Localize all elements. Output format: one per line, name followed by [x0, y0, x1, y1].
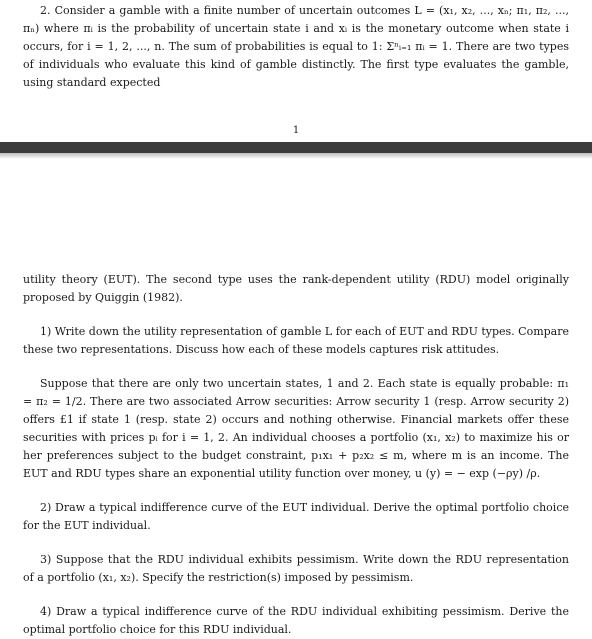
page-break-bar: [0, 142, 592, 153]
question-2-2: 2) Draw a typical indifference curve of the EUT individual. Derive the optimal portfolio choice for the EUT individual.: [23, 501, 569, 532]
question-2-1: 1) Write down the utility representation of gamble L for each of EUT and RDU types. Compare these two representations. Discuss how each of these models captures risk attitudes.: [23, 325, 569, 356]
page-break-shadow: [0, 153, 592, 159]
question-2-4: 4) Draw a typical indifference curve of the RDU individual exhibiting pessimism. Derive the optimal portfolio choice for this RDU individual.: [23, 605, 569, 636]
question-2-3: 3) Suppose that the RDU individual exhibits pessimism. Write down the RDU representation of a portfolio (x₁, x₂). Specify the restriction(s) imposed by pessimism.: [23, 553, 569, 584]
setup-paragraph: Suppose that there are only two uncertain states, 1 and 2. Each state is equally probable: π₁ = π₂ = 1/2. There are two associated Arrow securities: Arrow security 1 (resp. Arrow security 2) offers £1 if state 1 (resp. state 2) occurs and nothing otherwise. Financial markets offer these securities with prices pᵢ for i = 1, 2. An individual chooses a portfolio (x₁, x₂) to maximize his or her preferences subject to the budget constraint, p₁x₁ + p₂x₂ ≤ m, where m is an income. The EUT and RDU types share an exponential utility function over money, u (y) = − exp (−ρy) /ρ.: [23, 377, 569, 480]
page-2-top: [0, 271, 592, 639]
question-2-intro: 2. Consider a gamble with a finite number of uncertain outcomes L = (x₁, x₂, ..., xₙ; π₁, π₂, ..., πₙ) where πᵢ is the probability of uncertain state i and xᵢ is the monetary outcome when state i occurs, for i = 1, 2, ..., n. The sum of probabilities is equal to 1: Σⁿᵢ₌₁ πᵢ = 1. There are two types of individuals who evaluate this kind of gamble distinctly. The first type evaluates the gamble, using standard expected: [23, 4, 569, 89]
page-number: 1: [292, 125, 300, 136]
page-1-bottom: [0, 2, 592, 142]
intro-continuation: utility theory (EUT). The second type uses the rank-dependent utility (RDU) model originally proposed by Quiggin (1982).: [23, 273, 569, 304]
